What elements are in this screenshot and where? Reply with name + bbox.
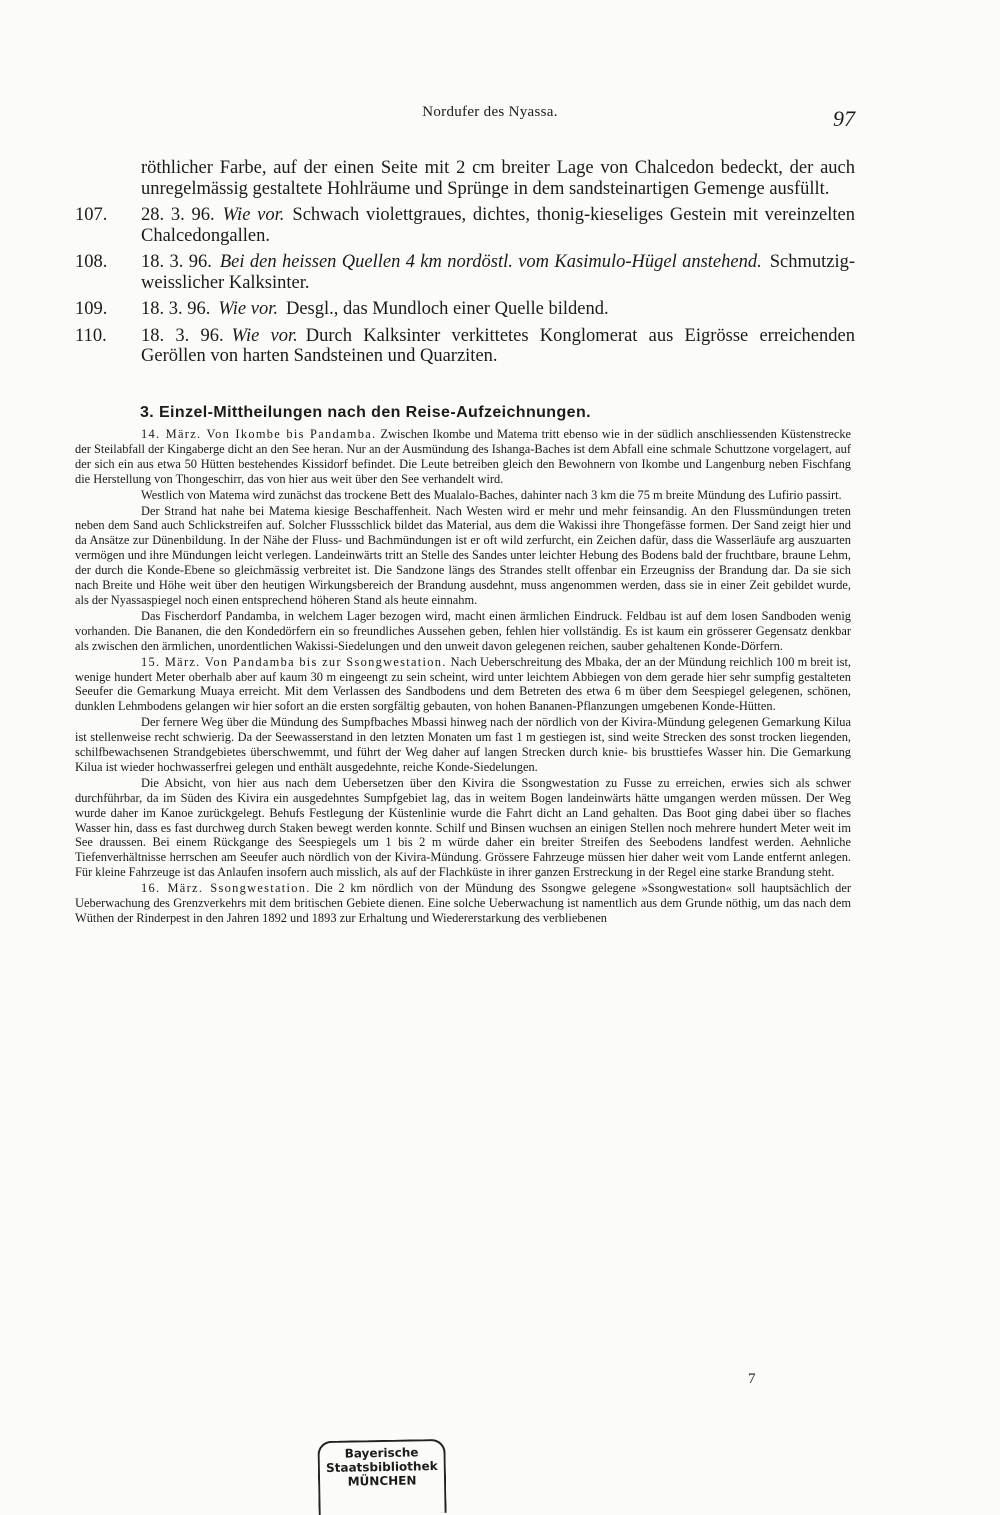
entry-location: Wie vor. xyxy=(222,205,285,225)
entry-location: Wie vor. xyxy=(218,299,278,319)
list-item xyxy=(75,326,855,367)
paragraph-lead: 14. März. Von Ikombe bis Pandamba. xyxy=(141,427,377,441)
library-stamp: Bayerische Staatsbibliothek MÜNCHEN xyxy=(317,1439,446,1515)
entry-text: Schwach violettgraues, dichtes, thonig-kieseliges Gestein mit vereinzelten Chalcedongallen. xyxy=(141,205,855,246)
paragraph-text: Die 2 km nördlich von der Mündung des Ssongwe gelegene »Ssongwestation« soll hauptsächlich der Ueberwachung des Grenzverkehrs mit dem britischen Gebiete dienen. Eine solche Ueberwachung ist namentlich aus dem Grunde nöthig, um das nach dem Wüthen der Rinderpest in den Jahren 1892 und 1893 zur Erhaltung und Wiedererstarkung des verbliebenen xyxy=(75,881,851,925)
entry-number: 108. xyxy=(75,252,108,272)
entry-location: Bei den heissen Quellen 4 km nordöstl. vom Kasimulo-Hügel anstehend. xyxy=(219,252,762,272)
paragraph xyxy=(75,776,851,880)
entry-number: 107. xyxy=(75,205,108,225)
paragraph-text: Die Absicht, von hier aus nach dem Uebersetzen über den Kivira die Ssongwestation zu Fusse zu erreichen, erwies sich als schwer durchführbar, da im Süden des Kivira ein ausgedehntes Sumpfgebiet lag, das in weitem Bogen landeinwärts hätte umgangen werden müssen. Der Weg wurde daher im Kanoe zurückgelegt. Behufs Festlegung der Küstenlinie wurde die Fahrt dicht an Land gehalten. Das Boot ging dabei über so flaches Wasser hin, dass es fast durchweg durch Staken bewegt werden konnte. Schilf und Binsen wuchsen an einigen Stellen noch mehrere hundert Meter weit im See draussen. Bei einem Rückgange des Seespiegels um 1 bis 2 m würde daher ein breiter Streifen des Seebodens landfest werden. Aehnliche Tiefenverhältnisse herrschen am Seeufer auch nördlich von der Kivira-Mündung. Grössere Fahrzeuge müssen hier daher weit vom Lande entfernt anlegen. Für kleine Fahrzeuge ist das Anlaufen insofern auch misslich, als auf der Flachküste in ihrer ganzen Erstreckung in der Regel eine starke Brandung steht. xyxy=(75,775,851,880)
entry-number: 110. xyxy=(75,325,107,346)
paragraph-text: Zwischen Ikombe und Matema tritt ebenso wie in der südlich anschliessenden Küstenstrecke der Steilabfall der Kingaberge dicht an den See heran. Nur an der Ausmündung des Ishanga-Baches ist dem Abfall eine schmale Schuttzone vorgelagert, auf der sich ein aus etwa 50 Hütten bestehendes Kissidorf befindet. Die Leute betreiben gleich den Bewohnern von Ikombe und Langenburg neben Fischfang die Herstellung von Thongeschirr, das von hier aus weit über den See verhandelt wird. xyxy=(75,427,852,486)
paragraph xyxy=(75,504,851,608)
paragraph-text: Westlich von Matema wird zunächst das trockene Bett des Mualalo-Baches, dahinter nach 3 km die 75 m breite Mündung des Lufirio passirt. xyxy=(141,487,842,502)
entry-body xyxy=(115,299,855,320)
running-title: Nordufer des Nyassa. xyxy=(422,104,558,120)
entry-date: 18. 3. 96. xyxy=(141,325,224,346)
entry-text: Durch Kalksinter verkittetes Konglomerat aus Eigrösse erreichenden Geröllen von harten Sandsteinen und Quarziten. xyxy=(141,325,855,366)
paragraph xyxy=(75,488,851,503)
travel-notes xyxy=(75,427,851,927)
paragraph-text: Der fernere Weg über die Mündung des Sumpfbaches Mbassi hinweg nach der nördlich von der Kivira-Mündung gelegenen Gemarkung Kilua ist stellenweise recht schwierig. Da der Seewasserstand in den letzten Monaten um fast 1 m gestiegen ist, sind weite Strecken des sonst trocken liegenden, schilfbewachsenen Strandgebietes überschwemmt, und führt der Weg daher auf langen Strecken durch knie- bis brusttiefes Wasser hin. Die Gemarkung Kilua ist wieder hochwasserfrei gelegen und enthält ausgedehnte, reiche Konde-Siedelungen. xyxy=(75,715,851,774)
intro-paragraph: röthlicher Farbe, auf der einen Seite mit 2 cm breiter Lage von Chalcedon bedeckt, der auch unregelmässig gestaltete Hohlräume und Sprünge in dem sandsteinartigen Gemenge ausfüllt. xyxy=(141,158,855,199)
entry-body xyxy=(115,326,855,367)
page-number: 97 xyxy=(833,106,855,131)
entry-text: Desgl., das Mundloch einer Quelle bildend. xyxy=(285,299,609,319)
paragraph xyxy=(75,881,851,926)
paragraph-text: Nach Ueberschreitung des Mbaka, der an der Mündung reichlich 100 m breit ist, wenige hundert Meter oberhalb aber auf kaum 30 m eingeengt zu sein scheint, wird unter leichtem Abbiegen von dem gerade hier sehr sumpfig gestalteten Seeufer die Gemarkung Muaya erreicht. Mit dem Verlassen des Sandbodens und dem Betreten des etwa 6 m über dem Seespiegel gelegenen, schönen, dunklen Lehmbodens gelangen wir hier sofort an die ersten sorgfältig gebauten, von hohen Bananen-Pflanzungen umgebenen Konde-Hütten. xyxy=(75,654,851,714)
entry-location: Wie vor. xyxy=(231,325,298,346)
entry-date: 28. 3. 96. xyxy=(141,205,215,225)
paragraph xyxy=(75,609,851,654)
paragraph-text: Das Fischerdorf Pandamba, in welchem Lager bezogen wird, macht einen ärmlichen Eindruck. Feldbau ist auf dem losen Sandboden wenig vorhanden. Die Bananen, die den Kondedörfern ein so freundliches Aussehen geben, fehlen hier vollständig. Es ist kaum ein grösserer Gegensatz denkbar als zwischen den ärmlichen, unordentlichen Wakissi-Siedelungen und den unweit davon gelegenen reichen, sauber gehaltenen Konde-Dörfern. xyxy=(75,608,851,653)
paragraph-lead: 16. März. Ssongwestation. xyxy=(141,881,311,896)
section-heading: 3. Einzel-Mittheilungen nach den Reise-Aufzeichnungen. xyxy=(140,404,591,421)
paragraph xyxy=(75,427,851,487)
paragraph-lead: 15. März. Von Pandamba bis zur Ssongwestation. xyxy=(141,654,447,669)
list-item xyxy=(75,205,855,246)
entry-date: 18. 3. 96. xyxy=(141,299,211,319)
entry-body xyxy=(115,205,855,246)
paragraph xyxy=(75,715,851,775)
page-header xyxy=(125,104,855,134)
paragraph-text: Der Strand hat nahe bei Matema kiesige Beschaffenheit. Nach Westen wird er mehr und mehr feinsandig. An den Flussmündungen treten neben dem Sand auch Schlickstreifen auf. Solcher Flussschlick bildet das Material, aus dem die Wakissi ihre Thongefässe formen. Der Sand zeigt hier und da Ansätze zur Dünenbildung. In der Nähe der Fluss- und Bachmündungen ist er oft wild zerfurcht, ein Zeichen dafür, dass die Wasserläufe arg auszuarten vermögen und ihre Mündungen leicht verlegen. Landeinwärts tritt an Stelle des Sandes unter leichter Hebung des Bodens bald der fruchtbare, braune Lehm, der durch die Konde-Ebene so gleichmässig verbreitet ist. Die Sandzone längs des Strandes stellt offenbar ein Erzeugniss der Brandung dar. Da sie sich nach Breite und Höhe weit über den heutigen Wirkungsbereich der Brandung ausdehnt, muss angenommen werden, dass sie in einer Zeit gebildet wurde, als der Nyassaspiegel noch einen entsprechend höheren Stand als heute einnahm. xyxy=(75,503,851,607)
specimen-list xyxy=(75,158,855,367)
list-item xyxy=(75,252,855,293)
signature-mark: 7 xyxy=(748,1371,756,1387)
paragraph xyxy=(75,655,851,715)
entry-date: 18. 3. 96. xyxy=(141,252,212,272)
list-item xyxy=(75,299,855,320)
entry-text: Schmutzig-weisslicher Kalksinter. xyxy=(141,252,855,293)
entry-body xyxy=(115,252,855,293)
entry-number: 109. xyxy=(75,299,108,319)
